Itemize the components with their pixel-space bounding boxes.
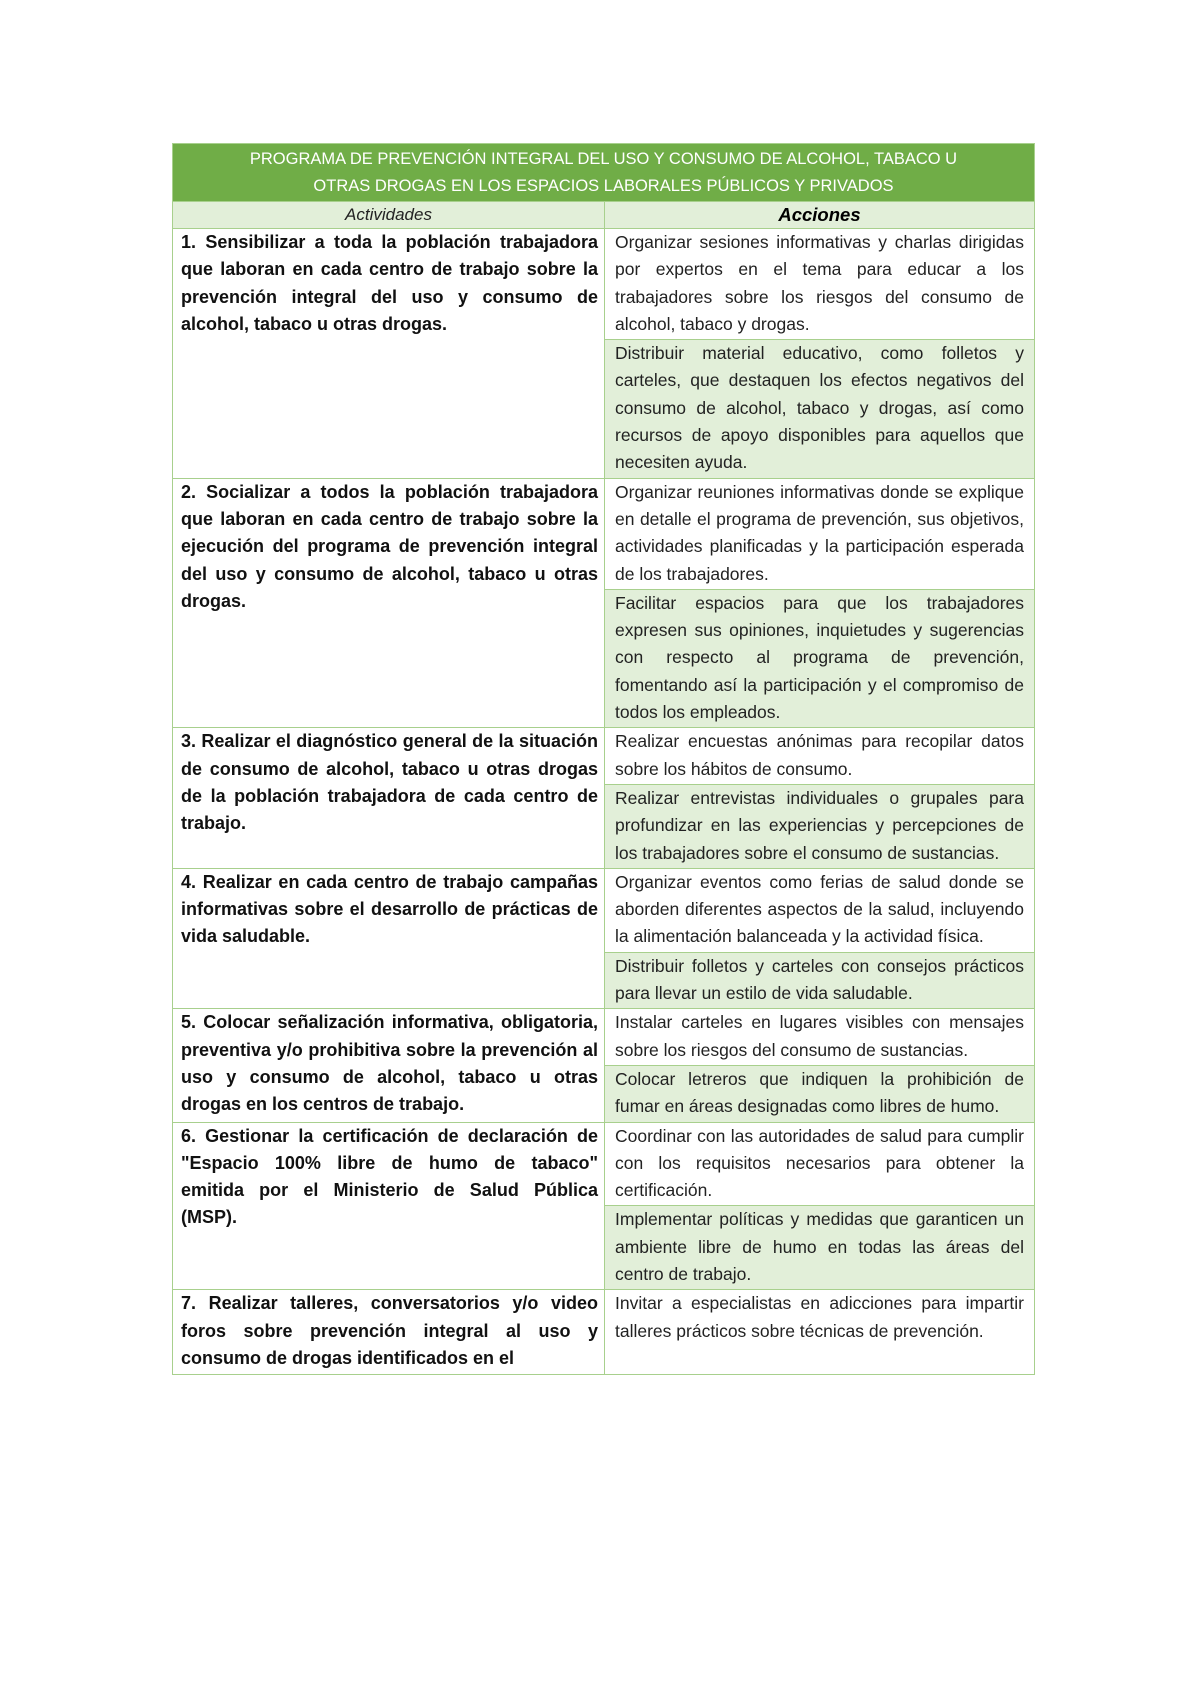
- action-cell: Colocar letreros que indiquen la prohibición de fumar en áreas designadas como libres de humo.: [605, 1065, 1035, 1122]
- title-row: [173, 144, 1035, 202]
- table-row: [173, 1122, 1035, 1206]
- header-row: [173, 202, 1035, 229]
- activity-cell: 1. Sensibilizar a toda la población trabajadora que laboran en cada centro de trabajo sobre la prevención integral del uso y consumo de alcohol, tabaco u otras drogas.: [173, 229, 605, 479]
- action-cell: Implementar políticas y medidas que garanticen un ambiente libre de humo en todas las áreas del centro de trabajo.: [605, 1206, 1035, 1290]
- action-cell: Organizar sesiones informativas y charlas dirigidas por expertos en el tema para educar a los trabajadores sobre los riesgos del consumo de alcohol, tabaco y drogas.: [605, 229, 1035, 340]
- table-row: [173, 728, 1035, 785]
- action-cell: Realizar entrevistas individuales o grupales para profundizar en las experiencias y percepciones de los trabajadores sobre el consumo de sustancias.: [605, 784, 1035, 868]
- table-title-line-1: PROGRAMA DE PREVENCIÓN INTEGRAL DEL USO Y CONSUMO DE ALCOHOL, TABACO U: [249, 150, 958, 168]
- table-row: [173, 229, 1035, 340]
- action-cell: Organizar eventos como ferias de salud donde se aborden diferentes aspectos de la salud, incluyendo la alimentación balanceada y la actividad física.: [605, 868, 1035, 952]
- program-table: [172, 143, 1035, 1375]
- table-row: [173, 478, 1035, 589]
- action-cell: Distribuir material educativo, como folletos y carteles, que destaquen los efectos negativos del consumo de alcohol, tabaco y drogas, así como recursos de apoyo disponibles para aquellos que necesiten ayuda.: [605, 340, 1035, 478]
- activity-cell: 5. Colocar señalización informativa, obligatoria, preventiva y/o prohibitiva sobre la prevención al uso y consumo de alcohol, tabaco u otras drogas en los centros de trabajo.: [173, 1009, 605, 1122]
- table-row: [173, 1290, 1035, 1375]
- activity-cell: 7. Realizar talleres, conversatorios y/o video foros sobre prevención integral al uso y consumo de drogas identificados en el: [173, 1290, 605, 1375]
- action-cell: Invitar a especialistas en adicciones para impartir talleres prácticos sobre técnicas de prevención.: [605, 1290, 1035, 1375]
- action-cell: Facilitar espacios para que los trabajadores expresen sus opiniones, inquietudes y sugerencias con respecto al programa de prevención, fomentando así la participación y el compromiso de todos los empleados.: [605, 589, 1035, 727]
- activity-cell: 6. Gestionar la certificación de declaración de "Espacio 100% libre de humo de tabaco" emitida por el Ministerio de Salud Pública (MSP).: [173, 1122, 605, 1290]
- table-row: [173, 1009, 1035, 1066]
- action-cell: Coordinar con las autoridades de salud para cumplir con los requisitos necesarios para obtener la certificación.: [605, 1122, 1035, 1206]
- column-header-activities: Actividades: [173, 202, 605, 229]
- action-cell: Distribuir folletos y carteles con consejos prácticos para llevar un estilo de vida saludable.: [605, 952, 1035, 1009]
- table-title: [173, 144, 1035, 202]
- action-cell: Realizar encuestas anónimas para recopilar datos sobre los hábitos de consumo.: [605, 728, 1035, 785]
- activity-cell: 2. Socializar a todos la población trabajadora que laboran en cada centro de trabajo sobre la ejecución del programa de prevención integral del uso y consumo de alcohol, tabaco u otras drogas.: [173, 478, 605, 728]
- table-title-line-2: OTRAS DROGAS EN LOS ESPACIOS LABORALES PÚBLICOS Y PRIVADOS: [313, 177, 894, 195]
- table-row: [173, 868, 1035, 952]
- action-cell: Instalar carteles en lugares visibles con mensajes sobre los riesgos del consumo de sustancias.: [605, 1009, 1035, 1066]
- activity-cell: 3. Realizar el diagnóstico general de la situación de consumo de alcohol, tabaco u otras drogas de la población trabajadora de cada centro de trabajo.: [173, 728, 605, 868]
- activity-cell: 4. Realizar en cada centro de trabajo campañas informativas sobre el desarrollo de prácticas de vida saludable.: [173, 868, 605, 1008]
- action-cell: Organizar reuniones informativas donde se explique en detalle el programa de prevención, sus objetivos, actividades planificadas y la participación esperada de los trabajadores.: [605, 478, 1035, 589]
- column-header-actions: Acciones: [605, 202, 1035, 229]
